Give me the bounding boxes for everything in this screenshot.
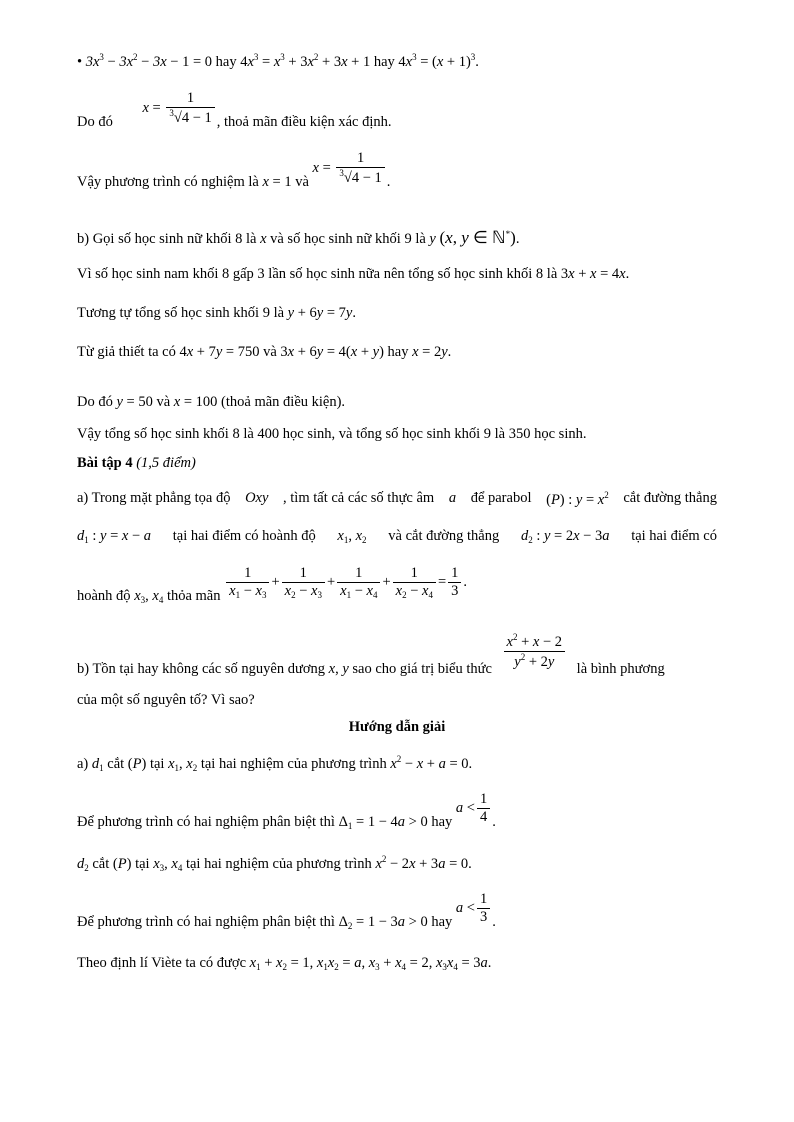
fraction: $\frac{1}{^3√4 - 1}$ xyxy=(166,90,214,127)
text-line-9: Vậy tổng số học sinh khối 8 là 400 học sinh, và tổng số học sinh khối 9 là 350 học sinh. xyxy=(77,426,587,442)
equation: $3x^3 - 3x^2 - 3x - 1 = 0$ xyxy=(85,52,213,70)
exercise-a-line-2: $d_1$ : y = x − a tại hai điểm có hoành độ $x_1$, $x_2$ và cắt đường thẳng $d_2$ : y = 2x − 3a tại hai điểm có xyxy=(77,528,717,545)
text-line-7: Từ giả thiết ta có 4x + 7y = 750 và 3x + 6y = 4(x + y) hay x = 2y. xyxy=(77,344,452,360)
text-line-8: Do đó y = 50 và x = 100 (thoả mãn điều kiện). xyxy=(77,394,346,410)
exercise-a-line-3: hoành độ $x_3$, $x_4$ thỏa mãn $\frac{1}{x_1 - x_3}$ + $\frac{1}{x_2 - x_3}$ + $\frac{1}{x_1 - x_4}$ + $\frac{1}{x_2 - x_4}$ = $\frac{1}{3}$ . xyxy=(77,565,467,605)
exercise-b-line-2: của một số nguyên tố? Vì sao? xyxy=(77,692,255,708)
solution-line-3: $d_2$ cắt (P) tại $x_3$, $x_4$ tại hai nghiệm của phương trình $x^2 - 2x + 3a = 0$. xyxy=(77,854,472,873)
text-line-3: Vậy phương trình có nghiệm là x = 1 và x = $\frac{1}{^3√4 - 1}$ . xyxy=(77,150,391,190)
bullet: • xyxy=(77,54,83,70)
exercise-title: Bài tập 4 (1,5 điểm) xyxy=(77,455,196,471)
equation: $4x^3 = x^3 + 3x^2 + 3x + 1$ xyxy=(240,52,371,70)
equation: x = xyxy=(312,159,331,176)
equation: $4x^3 = (x + 1)^3$ xyxy=(398,52,476,70)
text-line-5: Vì số học sinh nam khối 8 gấp 3 lần số học sinh nữa nên tổng số học sinh khối 8 là 3x + x = 4x. xyxy=(77,266,630,282)
exercise-b-line-1: b) Tồn tại hay không các số nguyên dương x, y sao cho giá trị biểu thức $\frac{x^2 + x - 2}{y^2 + 2y}$ là bình phương xyxy=(77,632,665,677)
solution-line-4: Để phương trình có hai nghiệm phân biệt thì $\Delta_2 = 1 - 3a > 0$ hay a < $\frac{1}{3}$ . xyxy=(77,891,496,931)
fraction: $\frac{1}{^3√4 - 1}$ xyxy=(336,150,384,187)
solution-line-1: a) $d_1$ cắt (P) tại $x_1$, $x_2$ tại hai nghiệm của phương trình $x^2 - x + a = 0$. xyxy=(77,754,473,773)
exercise-a-line-1: a) Trong mặt phẳng tọa độ Oxy , tìm tất cả các số thực âm a để parabol (P) : $y = x^2$ cắt đường thẳng xyxy=(77,490,717,508)
solution-line-5: Theo định lí Viète ta có được $x_1 + x_2 = 1$, $x_1x_2 = a$, $x_3 + x_4 = 2$, $x_3x_4 = 3a$. xyxy=(77,955,492,972)
guide-title: Hướng dẫn giải xyxy=(348,719,446,735)
equation: x = xyxy=(142,99,161,116)
text-line-4: b) Gọi số học sinh nữ khối 8 là x và số học sinh nữ khối 9 là y (x, y ∈ ℕ*). xyxy=(77,228,520,247)
text-line-2: Do đó x = $\frac{1}{^3√4 - 1}$ , thoả mãn điều kiện xác định. xyxy=(77,90,392,130)
solution-line-2: Để phương trình có hai nghiệm phân biệt thì $\Delta_1 = 1 - 4a > 0$ hay a < $\frac{1}{4}$ . xyxy=(77,791,496,831)
equation: x = 1 xyxy=(262,173,292,190)
text-line-6: Tương tự tổng số học sinh khối 9 là y + 6y = 7y. xyxy=(77,305,356,321)
domain-condition: (x, y ∈ ℕ*) xyxy=(439,228,516,247)
equation-line-1: • $3x^3 - 3x^2 - 3x - 1 = 0$ hay $4x^3 = x^3 + 3x^2 + 3x + 1$ hay $4x^3 = (x + 1)^3$. xyxy=(77,52,479,70)
